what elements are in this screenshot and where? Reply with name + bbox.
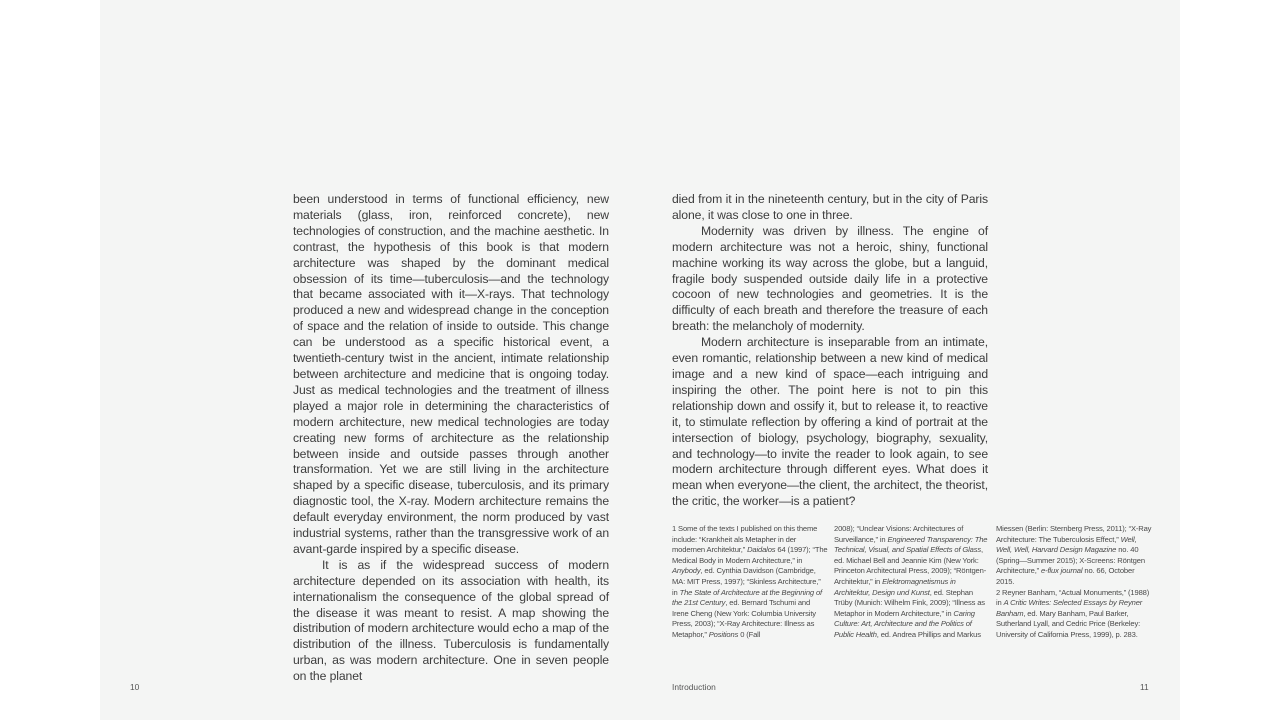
footnote-text: no. 66, October 2015. xyxy=(996,566,1135,586)
footnote-text: 1 Some of the texts I published on this theme include: “Krankheit als Metapher in der modernen Architektur,” xyxy=(672,524,818,555)
footnote-title: Anybody xyxy=(672,566,701,576)
footnote-title: The State of Architecture at the Beginning of the 21st Century xyxy=(672,587,822,608)
footnote-text: 64 (1997); “The Medical Body in Modern Architecture,” in xyxy=(672,545,828,565)
footnote-1-end xyxy=(996,524,1152,588)
body-paragraph: Modern architecture is inseparable from an intimate, even romantic, relationship between a new kind of medical image and a new kind of space—each intriguing and inspiring the other. The point here is not to pin this relationship down and ossify it, but to release it, to reactive it, to stimulate reflection by offering a kind of portrait at the intersection of biology, psychology, biography, sexuality, and technology—to invite the reader to look again, to see modern architecture through different eyes. What does it mean when everyone—the client, the architect, the theorist, the critic, the worker—is a patient? xyxy=(672,335,988,509)
footnote-column xyxy=(996,524,1152,641)
footnote-title: Caring Culture: Art, Architecture and the Politics of Public Health xyxy=(834,608,975,639)
footnote-text: , ed. Andrea Phillips and Markus xyxy=(876,629,981,639)
footnote-title: e-flux journal xyxy=(1041,566,1083,576)
footnote-text: Miessen (Berlin: Sternberg Press, 2011); “X-Ray Architecture: The Tuberculosis Effect,” xyxy=(996,524,1152,544)
right-page-body xyxy=(672,192,988,510)
footnote-column xyxy=(834,524,990,641)
footnotes xyxy=(672,524,1152,641)
footnote-text: , ed. Michael Bell and Jeannie Kim (New York: Princeton Architectural Press, 2009); “Röntgen-Architektur,” in xyxy=(834,545,987,586)
footnote-title: Positions xyxy=(708,629,739,639)
footnote-text: , ed. Bernard Tschumi and Irene Cheng (New York: Columbia University Press, 2003); “X-Ray Architecture: Illness as Metaphor,” xyxy=(672,598,816,639)
footnote-1-cont xyxy=(834,524,990,641)
footnote-title: Engineered Transparency: The Technical, Visual, and Spatial Effects of Glass xyxy=(834,534,988,555)
footnote-title: Daidalos xyxy=(747,545,776,555)
footnote-title: Elektromagnetismus in Architektur, Design und Kunst xyxy=(834,576,956,597)
body-paragraph: It is as if the widespread success of modern architecture depended on its association with health, its internationalism the consequence of the global spread of the disease it was meant to resist. A map showing the distribution of modern architecture would echo a map of the distribution of the illness. Tuberculosis is fundamentally urban, as was modern architecture. One in seven people on the planet xyxy=(293,557,609,684)
footnote-title: A Critic Writes: Selected Essays by Reyner Banham xyxy=(996,598,1143,618)
body-paragraph: died from it in the nineteenth century, but in the city of Paris alone, it was close to one in three. xyxy=(672,192,988,222)
page-number-left: 10 xyxy=(130,682,140,692)
footnote-column xyxy=(672,524,828,641)
footnote-text: 2008); “Unclear Visions: Architectures of Surveillance,” in xyxy=(834,524,964,544)
body-paragraph: been understood in terms of functional efficiency, new materials (glass, iron, reinforced concrete), new technologies of construction, and the machine aesthetic. In contrast, the hypothesis of this book is that modern architecture was shaped by the dominant medical obsession of its time—tuberculosis—and the technology that became associated with it—X-rays. That technology produced a new and widespread change in the conception of space and the relation of inside to outside. This change can be understood as a specific historical event, a twentieth-century twist in the ancient, intimate relationship between architecture and medicine that is ongoing today. Just as medical technologies and the treatment of illness played a major role in determining the characteristics of modern architecture, new medical technologies are today creating new forms of architecture as the relationship between inside and outside passes through another transformation. Yet we are still living in the architecture shaped by a specific disease, tuberculosis, and its primary diagnostic tool, the X-ray. Modern architecture remains the default everyday environment, the norm produced by vast industrial systems, rather than the transgressive work of an avant-garde inspired by a specific disease. xyxy=(293,192,609,556)
left-page-body xyxy=(293,192,609,685)
footnote-title: Well, Well, Well, Harvard Design Magazine xyxy=(996,534,1137,555)
footnote-2 xyxy=(996,588,1152,641)
page-number-right: 11 xyxy=(1140,682,1149,692)
footnote-text: no. 40 (Spring—Summer 2015); X-Screens: Röntgen Architecture,” xyxy=(996,545,1145,576)
running-head: Introduction xyxy=(672,682,716,692)
footnote-text: 2 Reyner Banham, “Actual Monuments,” (1988) in xyxy=(996,587,1150,608)
footnote-text: , ed. Stephan Trüby (Munich: Wilhelm Fink, 2009); “Illness as Metaphor in Modern Architecture,” in xyxy=(834,587,985,618)
footnote-text: , ed. Mary Banham, Paul Barker, Sutherland Lyall, and Cedric Price (Berkeley: University of California Press, 1999), p. 283. xyxy=(996,608,1141,639)
footnote-text: , ed. Cynthia Davidson (Cambridge, MA: MIT Press, 1997); “Skinless Architecture,” in xyxy=(672,566,821,597)
footnote-1 xyxy=(672,524,828,641)
book-spread xyxy=(100,0,1180,720)
body-paragraph: Modernity was driven by illness. The engine of modern architecture was not a heroic, shiny, functional machine working its way across the globe, but a languid, fragile body suspended outside daily life in a protective cocoon of new technologies and geometries. It is the difficulty of each breath and therefore the treasure of each breath: the melancholy of modernity. xyxy=(672,223,988,334)
footnote-text: 0 (Fall xyxy=(738,629,761,639)
